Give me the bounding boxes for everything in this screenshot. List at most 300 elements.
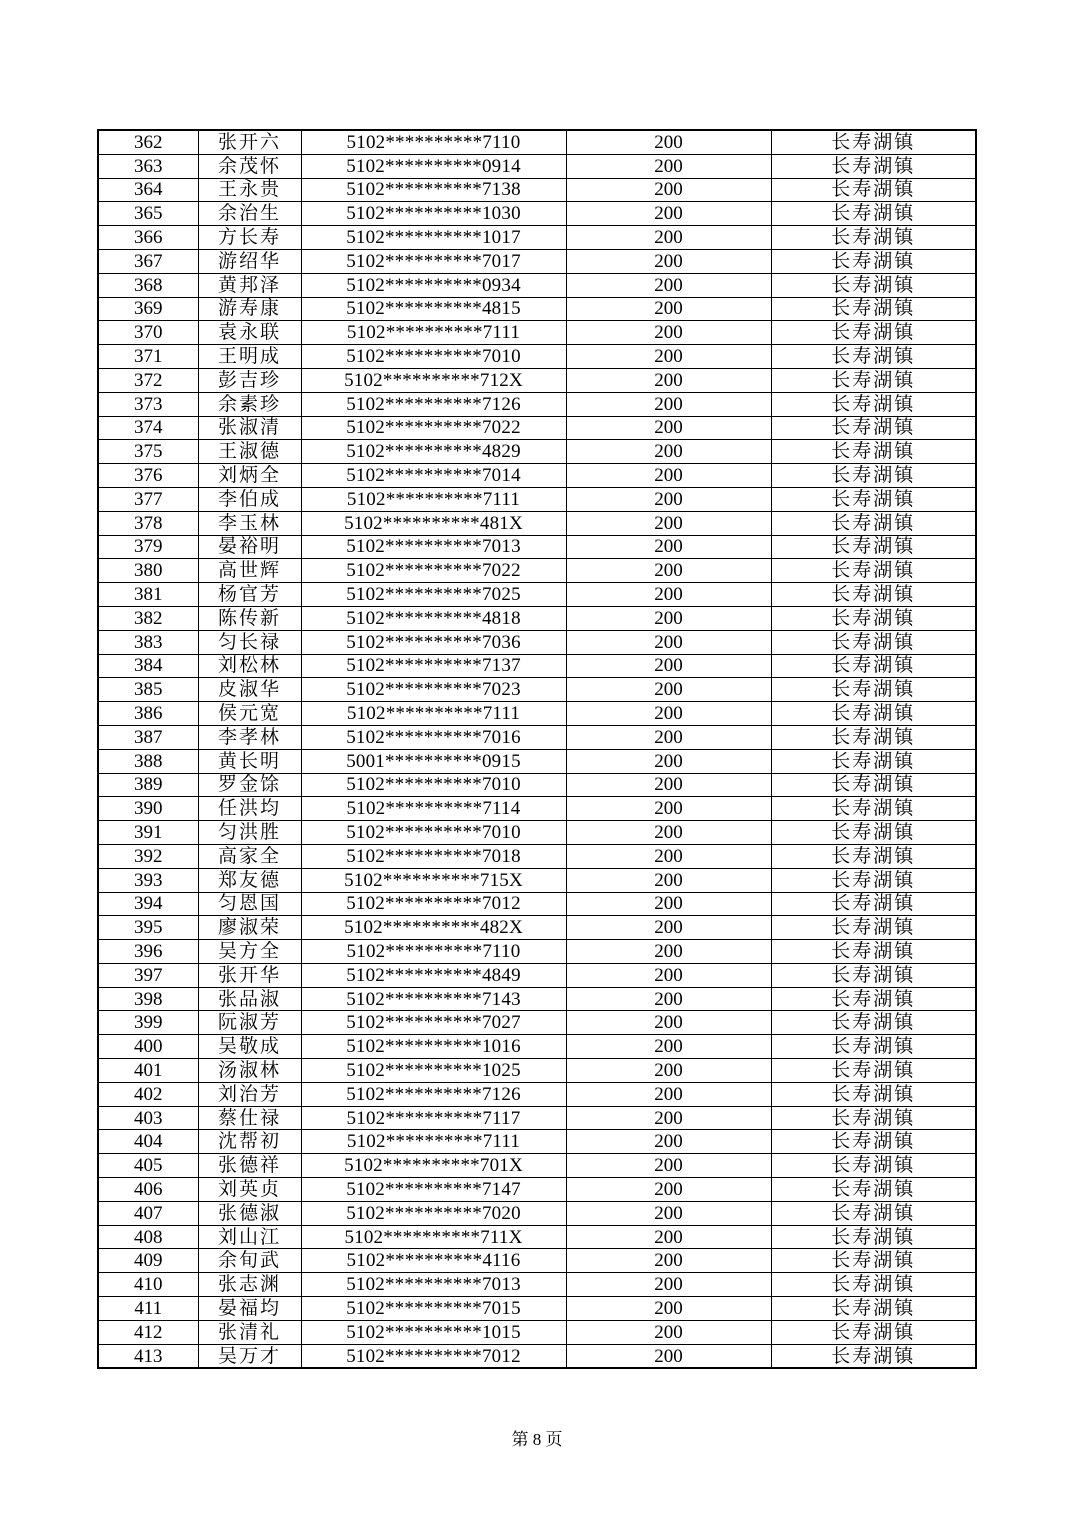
town-cell: 长寿湖镇	[771, 487, 976, 511]
name-cell: 张德祥	[198, 1154, 301, 1178]
table-row	[98, 749, 976, 773]
id-number-cell: 5102**********0934	[301, 273, 566, 297]
amount-cell: 200	[566, 559, 771, 583]
table-row	[98, 249, 976, 273]
town-cell: 长寿湖镇	[771, 725, 976, 749]
name-cell: 张开六	[198, 130, 301, 154]
table-row	[98, 702, 976, 726]
table-row	[98, 940, 976, 964]
name-cell: 匀洪胜	[198, 821, 301, 845]
id-number-cell: 5102**********4849	[301, 963, 566, 987]
name-cell: 廖淑荣	[198, 916, 301, 940]
town-cell: 长寿湖镇	[771, 345, 976, 369]
town-cell: 长寿湖镇	[771, 749, 976, 773]
id-number-cell: 5102**********1016	[301, 1035, 566, 1059]
amount-cell: 200	[566, 202, 771, 226]
town-cell: 长寿湖镇	[771, 1273, 976, 1297]
table-row	[98, 916, 976, 940]
row-number-cell: 366	[98, 226, 198, 250]
town-cell: 长寿湖镇	[771, 368, 976, 392]
id-number-cell: 5102**********1015	[301, 1320, 566, 1344]
row-number-cell: 367	[98, 249, 198, 273]
name-cell: 杨官芳	[198, 583, 301, 607]
amount-cell: 200	[566, 1297, 771, 1321]
row-number-cell: 380	[98, 559, 198, 583]
amount-cell: 200	[566, 392, 771, 416]
table-row	[98, 226, 976, 250]
table-row	[98, 1082, 976, 1106]
row-number-cell: 406	[98, 1178, 198, 1202]
table-row	[98, 844, 976, 868]
town-cell: 长寿湖镇	[771, 1059, 976, 1083]
id-number-cell: 5102**********711X	[301, 1225, 566, 1249]
amount-cell: 200	[566, 368, 771, 392]
id-number-cell: 5102**********7117	[301, 1106, 566, 1130]
name-cell: 黄邦泽	[198, 273, 301, 297]
name-cell: 张品淑	[198, 987, 301, 1011]
amount-cell: 200	[566, 1320, 771, 1344]
table-row	[98, 154, 976, 178]
amount-cell: 200	[566, 1225, 771, 1249]
town-cell: 长寿湖镇	[771, 844, 976, 868]
row-number-cell: 390	[98, 797, 198, 821]
id-number-cell: 5102**********7110	[301, 130, 566, 154]
id-number-cell: 5102**********7018	[301, 844, 566, 868]
amount-cell: 200	[566, 1035, 771, 1059]
name-cell: 刘山江	[198, 1225, 301, 1249]
town-cell: 长寿湖镇	[771, 321, 976, 345]
amount-cell: 200	[566, 868, 771, 892]
name-cell: 吴万才	[198, 1344, 301, 1368]
name-cell: 侯元宽	[198, 702, 301, 726]
amount-cell: 200	[566, 1011, 771, 1035]
town-cell: 长寿湖镇	[771, 511, 976, 535]
row-number-cell: 404	[98, 1130, 198, 1154]
town-cell: 长寿湖镇	[771, 416, 976, 440]
id-number-cell: 5102**********701X	[301, 1154, 566, 1178]
row-number-cell: 371	[98, 345, 198, 369]
name-cell: 余茂怀	[198, 154, 301, 178]
table-row	[98, 273, 976, 297]
amount-cell: 200	[566, 273, 771, 297]
table-row	[98, 1320, 976, 1344]
amount-cell: 200	[566, 821, 771, 845]
table-row	[98, 345, 976, 369]
table-row	[98, 583, 976, 607]
table-row	[98, 321, 976, 345]
amount-cell: 200	[566, 1201, 771, 1225]
table-row	[98, 130, 976, 154]
amount-cell: 200	[566, 1130, 771, 1154]
id-number-cell: 5102**********712X	[301, 368, 566, 392]
amount-cell: 200	[566, 1106, 771, 1130]
name-cell: 王永贵	[198, 178, 301, 202]
amount-cell: 200	[566, 654, 771, 678]
row-number-cell: 400	[98, 1035, 198, 1059]
name-cell: 余治生	[198, 202, 301, 226]
name-cell: 任洪均	[198, 797, 301, 821]
town-cell: 长寿湖镇	[771, 1011, 976, 1035]
row-number-cell: 401	[98, 1059, 198, 1083]
amount-cell: 200	[566, 487, 771, 511]
table-row	[98, 1035, 976, 1059]
name-cell: 郑友德	[198, 868, 301, 892]
id-number-cell: 5102**********7126	[301, 1082, 566, 1106]
table-row	[98, 1178, 976, 1202]
town-cell: 长寿湖镇	[771, 1154, 976, 1178]
table-row	[98, 630, 976, 654]
amount-cell: 200	[566, 416, 771, 440]
table-row	[98, 797, 976, 821]
amount-cell: 200	[566, 440, 771, 464]
name-cell: 彭吉珍	[198, 368, 301, 392]
town-cell: 长寿湖镇	[771, 226, 976, 250]
name-cell: 高家全	[198, 844, 301, 868]
row-number-cell: 370	[98, 321, 198, 345]
id-number-cell: 5102**********7147	[301, 1178, 566, 1202]
amount-cell: 200	[566, 535, 771, 559]
table-row	[98, 368, 976, 392]
row-number-cell: 387	[98, 725, 198, 749]
town-cell: 长寿湖镇	[771, 1225, 976, 1249]
town-cell: 长寿湖镇	[771, 297, 976, 321]
id-number-cell: 5102**********7111	[301, 1130, 566, 1154]
town-cell: 长寿湖镇	[771, 940, 976, 964]
town-cell: 长寿湖镇	[771, 130, 976, 154]
table-row	[98, 1106, 976, 1130]
amount-cell: 200	[566, 297, 771, 321]
town-cell: 长寿湖镇	[771, 440, 976, 464]
town-cell: 长寿湖镇	[771, 987, 976, 1011]
amount-cell: 200	[566, 773, 771, 797]
table-body	[98, 130, 976, 1368]
name-cell: 李伯成	[198, 487, 301, 511]
row-number-cell: 405	[98, 1154, 198, 1178]
table-row	[98, 178, 976, 202]
amount-cell: 200	[566, 606, 771, 630]
name-cell: 张志渊	[198, 1273, 301, 1297]
name-cell: 游绍华	[198, 249, 301, 273]
amount-cell: 200	[566, 154, 771, 178]
town-cell: 长寿湖镇	[771, 1082, 976, 1106]
table-row	[98, 987, 976, 1011]
table-row	[98, 535, 976, 559]
town-cell: 长寿湖镇	[771, 1178, 976, 1202]
table-row	[98, 654, 976, 678]
table-row	[98, 821, 976, 845]
town-cell: 长寿湖镇	[771, 702, 976, 726]
id-number-cell: 5102**********4829	[301, 440, 566, 464]
id-number-cell: 5102**********715X	[301, 868, 566, 892]
town-cell: 长寿湖镇	[771, 583, 976, 607]
amount-cell: 200	[566, 321, 771, 345]
page-number: 第 8 页	[511, 1430, 563, 1449]
name-cell: 刘炳全	[198, 464, 301, 488]
name-cell: 陈传新	[198, 606, 301, 630]
id-number-cell: 5102**********4818	[301, 606, 566, 630]
table-row	[98, 392, 976, 416]
name-cell: 王淑德	[198, 440, 301, 464]
row-number-cell: 409	[98, 1249, 198, 1273]
table-row	[98, 487, 976, 511]
row-number-cell: 403	[98, 1106, 198, 1130]
beneficiary-table	[97, 129, 977, 1369]
table-row	[98, 511, 976, 535]
id-number-cell: 5102**********7111	[301, 702, 566, 726]
table-row	[98, 892, 976, 916]
table-row	[98, 1011, 976, 1035]
table-row	[98, 606, 976, 630]
name-cell: 匀长禄	[198, 630, 301, 654]
row-number-cell: 373	[98, 392, 198, 416]
table-row	[98, 725, 976, 749]
town-cell: 长寿湖镇	[771, 1130, 976, 1154]
row-number-cell: 363	[98, 154, 198, 178]
town-cell: 长寿湖镇	[771, 535, 976, 559]
row-number-cell: 394	[98, 892, 198, 916]
id-number-cell: 5102**********4116	[301, 1249, 566, 1273]
id-number-cell: 5102**********7126	[301, 392, 566, 416]
row-number-cell: 376	[98, 464, 198, 488]
amount-cell: 200	[566, 702, 771, 726]
row-number-cell: 377	[98, 487, 198, 511]
row-number-cell: 396	[98, 940, 198, 964]
id-number-cell: 5102**********7111	[301, 321, 566, 345]
town-cell: 长寿湖镇	[771, 916, 976, 940]
amount-cell: 200	[566, 226, 771, 250]
row-number-cell: 388	[98, 749, 198, 773]
id-number-cell: 5102**********1025	[301, 1059, 566, 1083]
id-number-cell: 5102**********4815	[301, 297, 566, 321]
row-number-cell: 412	[98, 1320, 198, 1344]
table-row	[98, 773, 976, 797]
row-number-cell: 372	[98, 368, 198, 392]
name-cell: 张淑清	[198, 416, 301, 440]
table-row	[98, 1344, 976, 1368]
table-row	[98, 963, 976, 987]
id-number-cell: 5102**********7022	[301, 416, 566, 440]
name-cell: 王明成	[198, 345, 301, 369]
town-cell: 长寿湖镇	[771, 654, 976, 678]
row-number-cell: 384	[98, 654, 198, 678]
id-number-cell: 5102**********7010	[301, 773, 566, 797]
table-row	[98, 1154, 976, 1178]
table-row	[98, 1130, 976, 1154]
row-number-cell: 402	[98, 1082, 198, 1106]
id-number-cell: 5102**********7012	[301, 1344, 566, 1368]
name-cell: 罗金馀	[198, 773, 301, 797]
id-number-cell: 5102**********7143	[301, 987, 566, 1011]
town-cell: 长寿湖镇	[771, 963, 976, 987]
name-cell: 蔡仕禄	[198, 1106, 301, 1130]
table-row	[98, 440, 976, 464]
id-number-cell: 5102**********7017	[301, 249, 566, 273]
name-cell: 匀恩国	[198, 892, 301, 916]
amount-cell: 200	[566, 1249, 771, 1273]
id-number-cell: 5102**********7110	[301, 940, 566, 964]
row-number-cell: 382	[98, 606, 198, 630]
amount-cell: 200	[566, 916, 771, 940]
name-cell: 张清礼	[198, 1320, 301, 1344]
row-number-cell: 369	[98, 297, 198, 321]
town-cell: 长寿湖镇	[771, 1249, 976, 1273]
name-cell: 晏裕明	[198, 535, 301, 559]
id-number-cell: 5102**********7036	[301, 630, 566, 654]
amount-cell: 200	[566, 987, 771, 1011]
id-number-cell: 5102**********481X	[301, 511, 566, 535]
name-cell: 沈帮初	[198, 1130, 301, 1154]
amount-cell: 200	[566, 1273, 771, 1297]
row-number-cell: 399	[98, 1011, 198, 1035]
amount-cell: 200	[566, 678, 771, 702]
town-cell: 长寿湖镇	[771, 1344, 976, 1368]
row-number-cell: 391	[98, 821, 198, 845]
id-number-cell: 5102**********7022	[301, 559, 566, 583]
table-row	[98, 559, 976, 583]
table-row	[98, 1059, 976, 1083]
amount-cell: 200	[566, 1178, 771, 1202]
name-cell: 吴敬成	[198, 1035, 301, 1059]
row-number-cell: 381	[98, 583, 198, 607]
amount-cell: 200	[566, 725, 771, 749]
name-cell: 方长寿	[198, 226, 301, 250]
row-number-cell: 408	[98, 1225, 198, 1249]
id-number-cell: 5102**********0914	[301, 154, 566, 178]
amount-cell: 200	[566, 345, 771, 369]
name-cell: 刘英贞	[198, 1178, 301, 1202]
name-cell: 高世辉	[198, 559, 301, 583]
name-cell: 张德淑	[198, 1201, 301, 1225]
town-cell: 长寿湖镇	[771, 1201, 976, 1225]
row-number-cell: 362	[98, 130, 198, 154]
name-cell: 吴方全	[198, 940, 301, 964]
table-row	[98, 202, 976, 226]
amount-cell: 200	[566, 1154, 771, 1178]
name-cell: 刘松林	[198, 654, 301, 678]
id-number-cell: 5102**********482X	[301, 916, 566, 940]
table-row	[98, 678, 976, 702]
row-number-cell: 411	[98, 1297, 198, 1321]
id-number-cell: 5102**********7138	[301, 178, 566, 202]
row-number-cell: 397	[98, 963, 198, 987]
name-cell: 皮淑华	[198, 678, 301, 702]
town-cell: 长寿湖镇	[771, 392, 976, 416]
table-row	[98, 416, 976, 440]
name-cell: 余素珍	[198, 392, 301, 416]
town-cell: 长寿湖镇	[771, 1106, 976, 1130]
town-cell: 长寿湖镇	[771, 678, 976, 702]
row-number-cell: 386	[98, 702, 198, 726]
row-number-cell: 383	[98, 630, 198, 654]
table-row	[98, 1201, 976, 1225]
table-row	[98, 868, 976, 892]
row-number-cell: 407	[98, 1201, 198, 1225]
amount-cell: 200	[566, 464, 771, 488]
id-number-cell: 5102**********7013	[301, 1273, 566, 1297]
town-cell: 长寿湖镇	[771, 1297, 976, 1321]
amount-cell: 200	[566, 178, 771, 202]
name-cell: 游寿康	[198, 297, 301, 321]
id-number-cell: 5102**********7111	[301, 487, 566, 511]
id-number-cell: 5102**********7137	[301, 654, 566, 678]
amount-cell: 200	[566, 511, 771, 535]
id-number-cell: 5102**********1017	[301, 226, 566, 250]
town-cell: 长寿湖镇	[771, 559, 976, 583]
id-number-cell: 5102**********7020	[301, 1201, 566, 1225]
amount-cell: 200	[566, 1059, 771, 1083]
table-row	[98, 1225, 976, 1249]
row-number-cell: 398	[98, 987, 198, 1011]
amount-cell: 200	[566, 130, 771, 154]
amount-cell: 200	[566, 1344, 771, 1368]
town-cell: 长寿湖镇	[771, 1035, 976, 1059]
name-cell: 张开华	[198, 963, 301, 987]
table-row	[98, 464, 976, 488]
id-number-cell: 5102**********7010	[301, 821, 566, 845]
id-number-cell: 5102**********7015	[301, 1297, 566, 1321]
town-cell: 长寿湖镇	[771, 178, 976, 202]
id-number-cell: 5102**********7013	[301, 535, 566, 559]
table-row	[98, 1249, 976, 1273]
row-number-cell: 385	[98, 678, 198, 702]
row-number-cell: 374	[98, 416, 198, 440]
table-row	[98, 1273, 976, 1297]
id-number-cell: 5102**********1030	[301, 202, 566, 226]
id-number-cell: 5102**********7027	[301, 1011, 566, 1035]
amount-cell: 200	[566, 892, 771, 916]
row-number-cell: 392	[98, 844, 198, 868]
amount-cell: 200	[566, 940, 771, 964]
amount-cell: 200	[566, 797, 771, 821]
row-number-cell: 368	[98, 273, 198, 297]
amount-cell: 200	[566, 963, 771, 987]
town-cell: 长寿湖镇	[771, 868, 976, 892]
row-number-cell: 393	[98, 868, 198, 892]
town-cell: 长寿湖镇	[771, 154, 976, 178]
town-cell: 长寿湖镇	[771, 773, 976, 797]
row-number-cell: 410	[98, 1273, 198, 1297]
row-number-cell: 413	[98, 1344, 198, 1368]
id-number-cell: 5102**********7010	[301, 345, 566, 369]
id-number-cell: 5102**********7025	[301, 583, 566, 607]
row-number-cell: 364	[98, 178, 198, 202]
town-cell: 长寿湖镇	[771, 630, 976, 654]
name-cell: 李玉林	[198, 511, 301, 535]
name-cell: 黄长明	[198, 749, 301, 773]
name-cell: 李孝林	[198, 725, 301, 749]
town-cell: 长寿湖镇	[771, 273, 976, 297]
id-number-cell: 5102**********7016	[301, 725, 566, 749]
id-number-cell: 5102**********7014	[301, 464, 566, 488]
name-cell: 余旬武	[198, 1249, 301, 1273]
row-number-cell: 389	[98, 773, 198, 797]
amount-cell: 200	[566, 630, 771, 654]
name-cell: 晏福均	[198, 1297, 301, 1321]
table-row	[98, 297, 976, 321]
town-cell: 长寿湖镇	[771, 202, 976, 226]
name-cell: 刘治芳	[198, 1082, 301, 1106]
id-number-cell: 5001**********0915	[301, 749, 566, 773]
amount-cell: 200	[566, 1082, 771, 1106]
row-number-cell: 395	[98, 916, 198, 940]
row-number-cell: 375	[98, 440, 198, 464]
amount-cell: 200	[566, 749, 771, 773]
amount-cell: 200	[566, 583, 771, 607]
id-number-cell: 5102**********7023	[301, 678, 566, 702]
id-number-cell: 5102**********7012	[301, 892, 566, 916]
town-cell: 长寿湖镇	[771, 797, 976, 821]
name-cell: 阮淑芳	[198, 1011, 301, 1035]
